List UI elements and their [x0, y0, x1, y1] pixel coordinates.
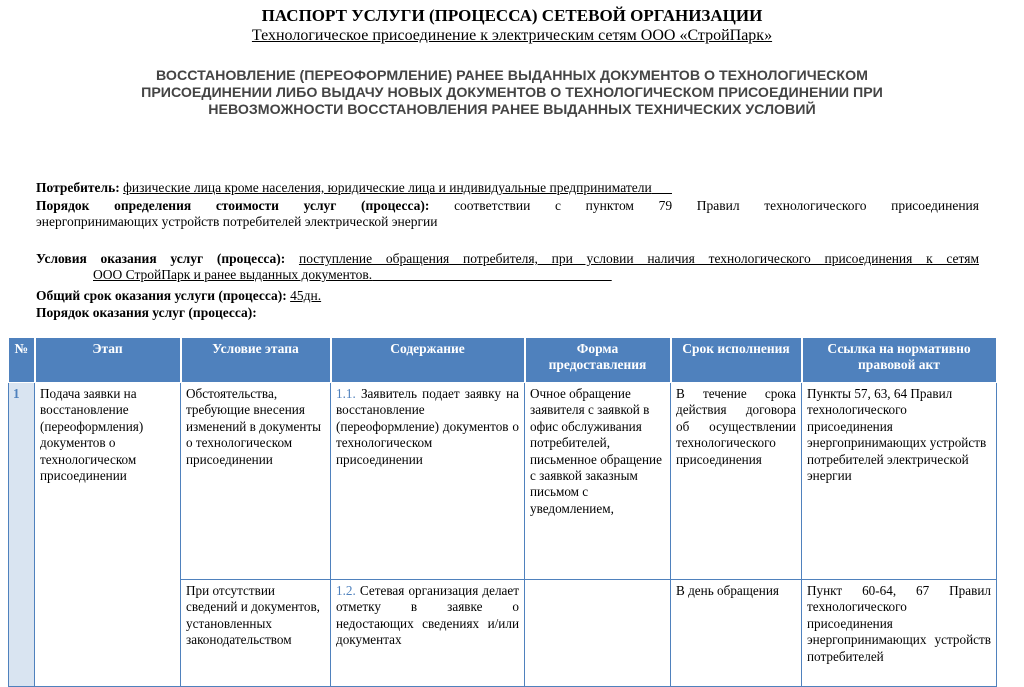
passport-subtitle: Технологическое присоединение к электрическим сетям ООО «СтройПарк»	[251, 27, 773, 44]
conditions-value-line: ООО СтройПарк и ранее выданных документов.	[93, 267, 373, 282]
term-value: 45дн.	[290, 288, 322, 303]
consumer-value: физические лица кроме населения, юридические лица и индивидуальные предприниматели	[123, 180, 652, 195]
content-text: Заявитель подает заявку на восстановление (переоформление) документов о технологическом присоединении	[336, 386, 519, 467]
passport-title: ПАСПОРТ УСЛУГИ (ПРОЦЕССА) СЕТЕВОЙ ОРГАНИЗАЦИИ	[261, 6, 763, 25]
table-header-row	[9, 338, 997, 383]
column-header: Форма предоставления	[525, 338, 671, 383]
service-heading-line: НЕВОЗМОЖНОСТИ ВОССТАНОВЛЕНИЯ РАНЕЕ ВЫДАННЫХ ТЕХНИЧЕСКИХ УСЛОВИЙ	[208, 102, 816, 118]
reference-cell: Пункты 57, 63, 64 Правил технологического присоединения энергопринимающих устройств потребителей электрической энергии	[802, 383, 997, 580]
column-header: Условие этапа	[181, 338, 331, 383]
stage-cell: Подача заявки на восстановление (переоформления) документов о технологическом присоединении	[35, 383, 181, 687]
form-cell	[525, 580, 671, 687]
term-field	[36, 288, 979, 304]
condition-cell: При отсутствии сведений и документов, установленных законодательством	[181, 580, 331, 687]
column-header: Срок исполнения	[671, 338, 802, 383]
deadline-cell: В день обращения	[671, 580, 802, 687]
content-cell	[331, 383, 525, 580]
form-cell: Очное обращение заявителя с заявкой в офис обслуживания потребителей, письменное обращение с заявкой заказным письмом с уведомлением,	[525, 383, 671, 580]
conditions-label: Условия оказания услуг (процесса):	[36, 251, 286, 266]
cost-label: Порядок определения стоимости услуг (процесса):	[36, 198, 430, 213]
procedure-field	[36, 305, 979, 321]
consumer-field	[36, 180, 979, 196]
content-step-number: 1.1.	[336, 386, 356, 401]
term-label: Общий срок оказания услуги (процесса):	[36, 288, 287, 303]
condition-cell: Обстоятельства, требующие внесения изменений в документы о технологическом присоединении	[181, 383, 331, 580]
service-heading-line: ВОССТАНОВЛЕНИЕ (ПЕРЕОФОРМЛЕНИЕ) РАНЕЕ ВЫДАННЫХ ДОКУМЕНТОВ О ТЕХНОЛОГИЧЕСКОМ	[156, 68, 868, 84]
cost-value-line: соответствии с пунктом 79 Правил технологического присоединения	[454, 198, 979, 213]
row-number: 1	[9, 383, 35, 687]
procedure-table	[8, 337, 998, 687]
cost-value-line: энергопринимающих устройств потребителей электрической энергии	[36, 214, 438, 229]
column-header: Ссылка на нормативно правовой акт	[802, 338, 997, 383]
service-heading	[70, 68, 954, 119]
content-cell	[331, 580, 525, 687]
column-header: Содержание	[331, 338, 525, 383]
conditions-value-line: поступление обращения потребителя, при условии наличия технологического присоединения к сетям	[298, 251, 979, 266]
conditions-field	[36, 251, 979, 283]
procedure-label: Порядок оказания услуг (процесса):	[36, 305, 257, 320]
table-row	[9, 383, 997, 580]
consumer-label: Потребитель:	[36, 180, 120, 195]
cost-field	[36, 198, 979, 230]
column-header: №	[9, 338, 35, 383]
content-text: Сетевая организация делает отметку в заявке о недостающих сведениях и/или документах	[336, 583, 520, 648]
reference-cell: Пункт 60-64, 67 Правил технологического присоединения энергопринимающих устройств потребителей	[802, 580, 997, 687]
column-header: Этап	[35, 338, 181, 383]
content-step-number: 1.2.	[336, 583, 356, 598]
deadline-cell: В течение срока действия договора об осуществлении технологического присоединения	[671, 383, 802, 580]
service-heading-line: ПРИСОЕДИНЕНИИ ЛИБО ВЫДАЧУ НОВЫХ ДОКУМЕНТОВ О ТЕХНОЛОГИЧЕСКОМ ПРИСОЕДИНЕНИИ ПРИ	[141, 85, 883, 101]
